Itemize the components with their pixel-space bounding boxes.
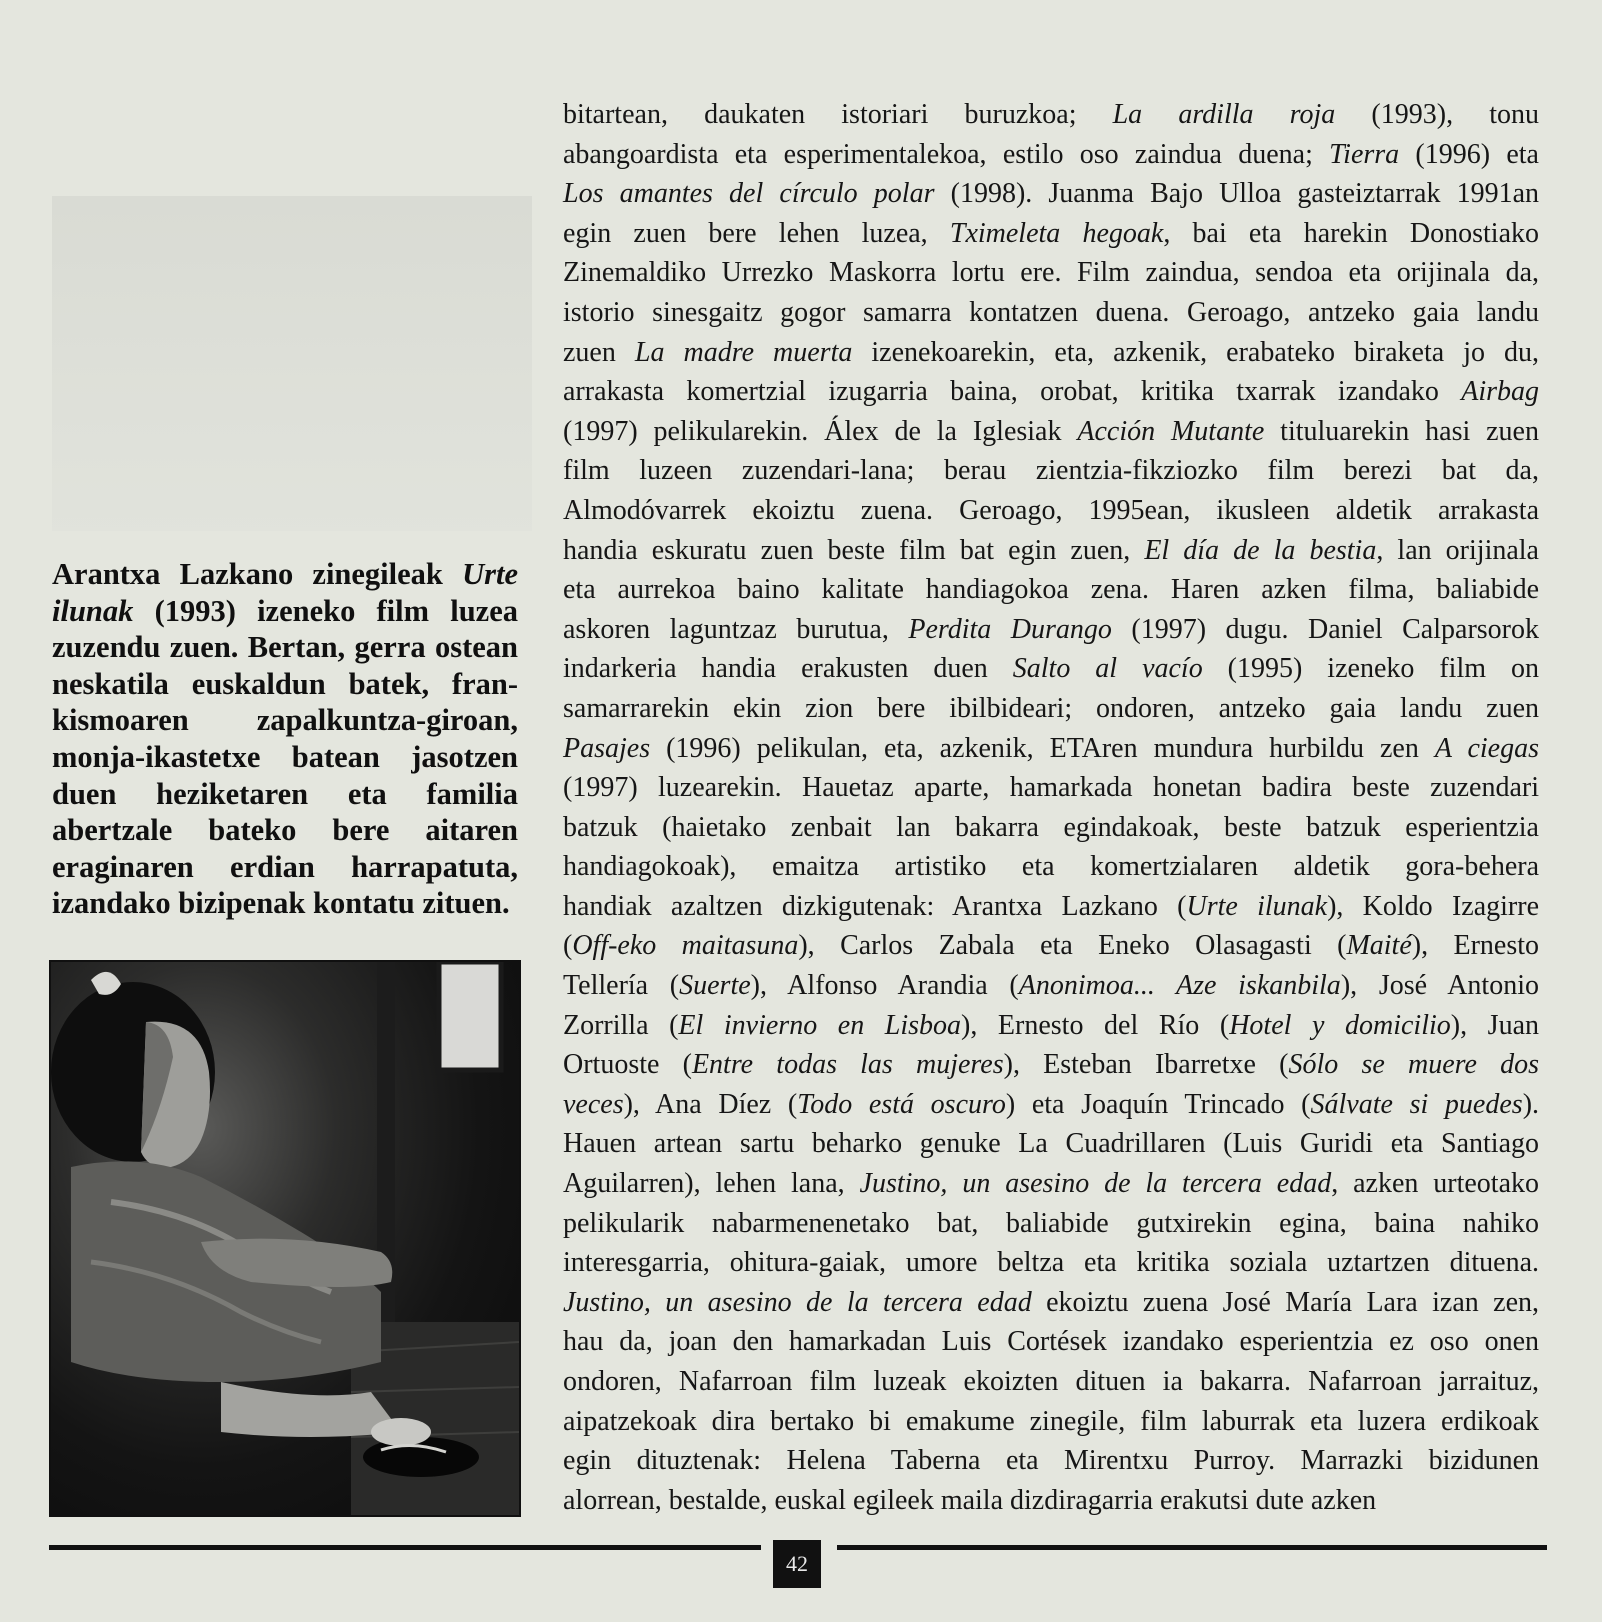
text-segment: batzuk (haietako zenbait lan bakarra egindakoak, beste batzuk esperientzia bbox=[563, 811, 1539, 843]
text-segment: interesgarria, ohitura-gaiak, umore beltza eta kritika soziala uztartzen dituena. bbox=[563, 1247, 1539, 1279]
text-segment: bitartean, daukaten istoriari buruzkoa; bbox=[563, 99, 1113, 130]
text-segment: ), Alfonso Arandia ( bbox=[750, 970, 1019, 1002]
film-title: Hotel y domicilio bbox=[1229, 1009, 1451, 1041]
text-segment: (1997) pelikularekin. Álex de la Iglesiak bbox=[563, 415, 1078, 447]
caption-line bbox=[52, 556, 518, 593]
photo-caption bbox=[52, 556, 518, 922]
text-line bbox=[563, 808, 1539, 848]
caption-text: abertzale bateko bere aitaren bbox=[52, 813, 518, 848]
text-segment: (1996) eta bbox=[1399, 138, 1539, 170]
film-title: Los amantes del círculo polar bbox=[563, 178, 935, 210]
caption-film-title: Urte bbox=[462, 557, 518, 591]
text-line bbox=[563, 1362, 1539, 1402]
text-segment: ekoiztu zuena José María Lara izan zen, bbox=[1031, 1286, 1540, 1318]
film-title: Acción Mutante bbox=[1077, 415, 1265, 447]
film-title: Sólo se muere dos bbox=[1288, 1049, 1539, 1081]
text-line bbox=[563, 610, 1539, 650]
film-still-illustration bbox=[51, 962, 519, 1515]
caption-text: duen heziketaren eta familia bbox=[52, 776, 518, 811]
text-segment: eta aurrekoa baino kalitate handiagokoa zena. Haren azken filma, baliabide bbox=[563, 574, 1539, 606]
text-segment: ) eta Joaquín Trincado ( bbox=[1005, 1088, 1311, 1120]
text-line bbox=[563, 1402, 1539, 1442]
text-segment: ( bbox=[563, 930, 573, 962]
text-segment: Hauen artean sartu beharko genuke La Cuadrillaren (Luis Guridi eta Santiago bbox=[563, 1128, 1539, 1160]
film-title: Suerte bbox=[679, 970, 751, 1002]
text-segment: , bai eta harekin Donostiako bbox=[1163, 217, 1539, 249]
caption-line bbox=[52, 812, 518, 849]
text-line bbox=[563, 491, 1539, 531]
window-pane bbox=[439, 962, 501, 1070]
text-segment: handia eskuratu zuen beste film bat egin zuen, bbox=[563, 534, 1145, 566]
caption-text: (1993) izeneko film luzea bbox=[133, 593, 518, 628]
text-segment: hau da, joan den hamarkadan Luis Cortések izandako esperientzia ez oso onen bbox=[563, 1326, 1539, 1358]
text-segment: (1998). Juanma Bajo Ulloa gasteiztarrak 1991an bbox=[934, 178, 1539, 210]
caption-text: zuzendu zuen. Bertan, gerra ostean bbox=[52, 630, 518, 665]
text-segment: Ortuoste ( bbox=[563, 1049, 692, 1081]
text-segment: Aguilarren), lehen lana, bbox=[563, 1168, 860, 1200]
page-number: 42 bbox=[773, 1540, 821, 1588]
text-line bbox=[563, 570, 1539, 610]
text-line bbox=[563, 95, 1539, 135]
text-segment: ), Ernesto bbox=[1411, 930, 1539, 962]
text-segment: handiak azaltzen dizkigutenak: Arantxa Lazkano ( bbox=[563, 890, 1187, 922]
text-segment: ondoren, Nafarroan film luzeak ekoizten dituen ia bakarra. Nafarroan jarraituz, bbox=[563, 1366, 1539, 1397]
film-title: Perdita Durango bbox=[908, 613, 1112, 645]
text-segment: ), Ernesto del Río ( bbox=[961, 1009, 1230, 1041]
text-segment: ), Koldo Izagirre bbox=[1327, 890, 1539, 922]
film-title: veces bbox=[563, 1088, 624, 1120]
text-segment: arrakasta komertzial izugarria baina, orobat, kritika txarrak izandako bbox=[563, 376, 1462, 408]
text-segment: , lan orijinala bbox=[1376, 534, 1539, 566]
text-segment: samarrarekin ekin zion bere ibilbideari; ondoren, antzeko gaia landu zuen bbox=[563, 692, 1539, 724]
text-line bbox=[563, 1204, 1539, 1244]
text-line bbox=[563, 333, 1539, 373]
film-title: Urte ilunak bbox=[1186, 890, 1328, 922]
text-line bbox=[563, 1441, 1539, 1481]
text-line bbox=[563, 1283, 1539, 1323]
footer-rule-left bbox=[49, 1545, 761, 1550]
text-line bbox=[563, 531, 1539, 571]
text-line bbox=[563, 293, 1539, 333]
text-segment: istorio sinesgaitz gogor samarra kontatzen duena. Geroago, antzeko gaia landu bbox=[563, 296, 1539, 328]
text-line bbox=[563, 412, 1539, 452]
text-segment: egin dituztenak: Helena Taberna eta Mirentxu Purroy. Marrazki bizidunen bbox=[563, 1445, 1539, 1477]
text-segment: film luzeen zuzendari-lana; berau zientzia-fikziozko film berezi bat da, bbox=[563, 455, 1539, 487]
film-title: Sálvate si puedes bbox=[1310, 1088, 1523, 1120]
text-segment: (1996) pelikulan, eta, azkenik, ETAren mundura hurbildu zen bbox=[650, 732, 1435, 764]
film-title: Pasajes bbox=[563, 732, 651, 764]
text-line bbox=[563, 1164, 1539, 1204]
text-line bbox=[563, 372, 1539, 412]
film-title: El invierno en Lisboa bbox=[678, 1009, 962, 1041]
text-segment: (1995) izeneko film on bbox=[1202, 653, 1539, 685]
caption-text: monja-ikastetxe batean jasotzen bbox=[52, 739, 518, 774]
film-title: A ciegas bbox=[1434, 732, 1539, 764]
film-title: Entre todas las mujeres bbox=[691, 1049, 1004, 1081]
text-segment: ), José Antonio bbox=[1340, 970, 1539, 1002]
text-segment: ). bbox=[1522, 1088, 1540, 1120]
text-segment: askoren laguntzaz burutua, bbox=[563, 613, 909, 645]
text-line bbox=[563, 887, 1539, 927]
text-segment: , azken urteotako bbox=[1331, 1168, 1539, 1200]
text-line bbox=[563, 1322, 1539, 1362]
film-title: La ardilla roja bbox=[1112, 99, 1336, 130]
text-segment: (1993), tonu bbox=[1335, 99, 1539, 130]
text-segment: aipatzekoak dira bertako bi emakume zinegile, film laburrak eta luzera erdikoak bbox=[563, 1405, 1539, 1437]
caption-text: eraginaren erdian harrapatuta, bbox=[52, 849, 518, 884]
text-segment: alorrean, bestalde, euskal egileek maila dizdiragarria erakutsi dute azken bbox=[563, 1484, 1377, 1516]
film-title: Justino, un asesino de la tercera edad bbox=[859, 1168, 1332, 1200]
text-segment: ), Juan bbox=[1450, 1009, 1539, 1041]
caption-line bbox=[52, 739, 518, 776]
film-title: Tierra bbox=[1329, 138, 1400, 170]
text-line bbox=[563, 1085, 1539, 1125]
film-title: Todo está oscuro bbox=[797, 1088, 1006, 1120]
text-line bbox=[563, 253, 1539, 293]
caption-text: neskatila euskaldun batek, fran- bbox=[52, 666, 518, 701]
caption-film-title: ilunak bbox=[52, 593, 134, 628]
film-title: La madre muerta bbox=[634, 336, 853, 368]
film-title: Airbag bbox=[1461, 376, 1539, 408]
text-line bbox=[563, 847, 1539, 887]
girl-shoe bbox=[363, 1437, 479, 1477]
caption-line bbox=[52, 702, 518, 739]
caption-line bbox=[52, 629, 518, 666]
text-segment: izenekoarekin, eta, azkenik, erabateko biraketa jo du, bbox=[852, 336, 1539, 368]
film-title: Off-eko maitasuna bbox=[572, 930, 799, 962]
text-segment: Zinemaldiko Urrezko Maskorra lortu ere. Film zaindua, sendoa eta orijinala da, bbox=[563, 257, 1539, 289]
text-line bbox=[563, 1006, 1539, 1046]
text-line bbox=[563, 1243, 1539, 1283]
text-segment: Tellería ( bbox=[563, 970, 680, 1002]
caption-line bbox=[52, 666, 518, 703]
caption-line bbox=[52, 593, 518, 630]
text-line bbox=[563, 1481, 1539, 1521]
text-segment: handiagokoak), emaitza artistiko eta komertzialaren aldetik gora-behera bbox=[563, 851, 1539, 883]
text-line bbox=[563, 135, 1539, 175]
film-title: Justino, un asesino de la tercera edad bbox=[563, 1286, 1032, 1318]
text-line bbox=[563, 649, 1539, 689]
text-line bbox=[563, 1124, 1539, 1164]
text-line bbox=[563, 768, 1539, 808]
film-title: Tximeleta hegoak bbox=[949, 217, 1164, 249]
text-segment: tituluarekin hasi zuen bbox=[1264, 415, 1539, 447]
text-line bbox=[563, 174, 1539, 214]
caption-line bbox=[52, 776, 518, 813]
text-segment: zuen bbox=[563, 336, 635, 368]
text-line bbox=[563, 966, 1539, 1006]
text-segment: (1997) luzearekin. Hauetaz aparte, hamarkada honetan badira beste zuzendari bbox=[563, 772, 1539, 804]
film-title: El día de la bestia bbox=[1144, 534, 1377, 566]
text-segment: indarkeria handia erakusten duen bbox=[563, 653, 1013, 685]
caption-text: izandako bizipenak kontatu zituen. bbox=[52, 886, 510, 921]
caption-line bbox=[52, 849, 518, 886]
text-line bbox=[563, 926, 1539, 966]
caption-line bbox=[52, 885, 518, 922]
faded-background-image bbox=[52, 196, 532, 531]
text-segment: abangoardista eta esperimentalekoa, estilo oso zaindua duena; bbox=[563, 138, 1330, 170]
text-segment: Almodóvarrek ekoiztu zuena. Geroago, 1995ean, ikusleen aldetik arrakasta bbox=[563, 494, 1539, 526]
text-line bbox=[563, 214, 1539, 254]
text-line bbox=[563, 1045, 1539, 1085]
text-segment: (1997) dugu. Daniel Calparsorok bbox=[1111, 613, 1539, 645]
text-line bbox=[563, 729, 1539, 769]
text-segment: pelikularik nabarmenenetako bat, baliabide gutxirekin egina, baina nahiko bbox=[563, 1207, 1539, 1239]
text-segment: Zorrilla ( bbox=[563, 1009, 679, 1041]
text-segment: ), Carlos Zabala eta Eneko Olasagasti ( bbox=[798, 930, 1347, 962]
text-segment: egin zuen bere lehen luzea, bbox=[563, 217, 950, 249]
caption-text: kismoaren zapalkuntza-giroan, bbox=[52, 703, 518, 738]
text-line bbox=[563, 451, 1539, 491]
text-line bbox=[563, 689, 1539, 729]
text-segment: ), Esteban Ibarretxe ( bbox=[1003, 1049, 1289, 1081]
footer-rule-right bbox=[837, 1545, 1547, 1550]
film-title: Maité bbox=[1346, 930, 1412, 962]
main-article-text bbox=[563, 95, 1539, 1520]
film-title: Salto al vacío bbox=[1012, 653, 1203, 685]
film-still-photo bbox=[49, 960, 521, 1517]
text-segment: ), Ana Díez ( bbox=[623, 1088, 798, 1120]
caption-text: Arantxa Lazkano zinegileak bbox=[52, 557, 463, 591]
film-title: Anonimoa... Aze iskanbila bbox=[1018, 970, 1341, 1002]
